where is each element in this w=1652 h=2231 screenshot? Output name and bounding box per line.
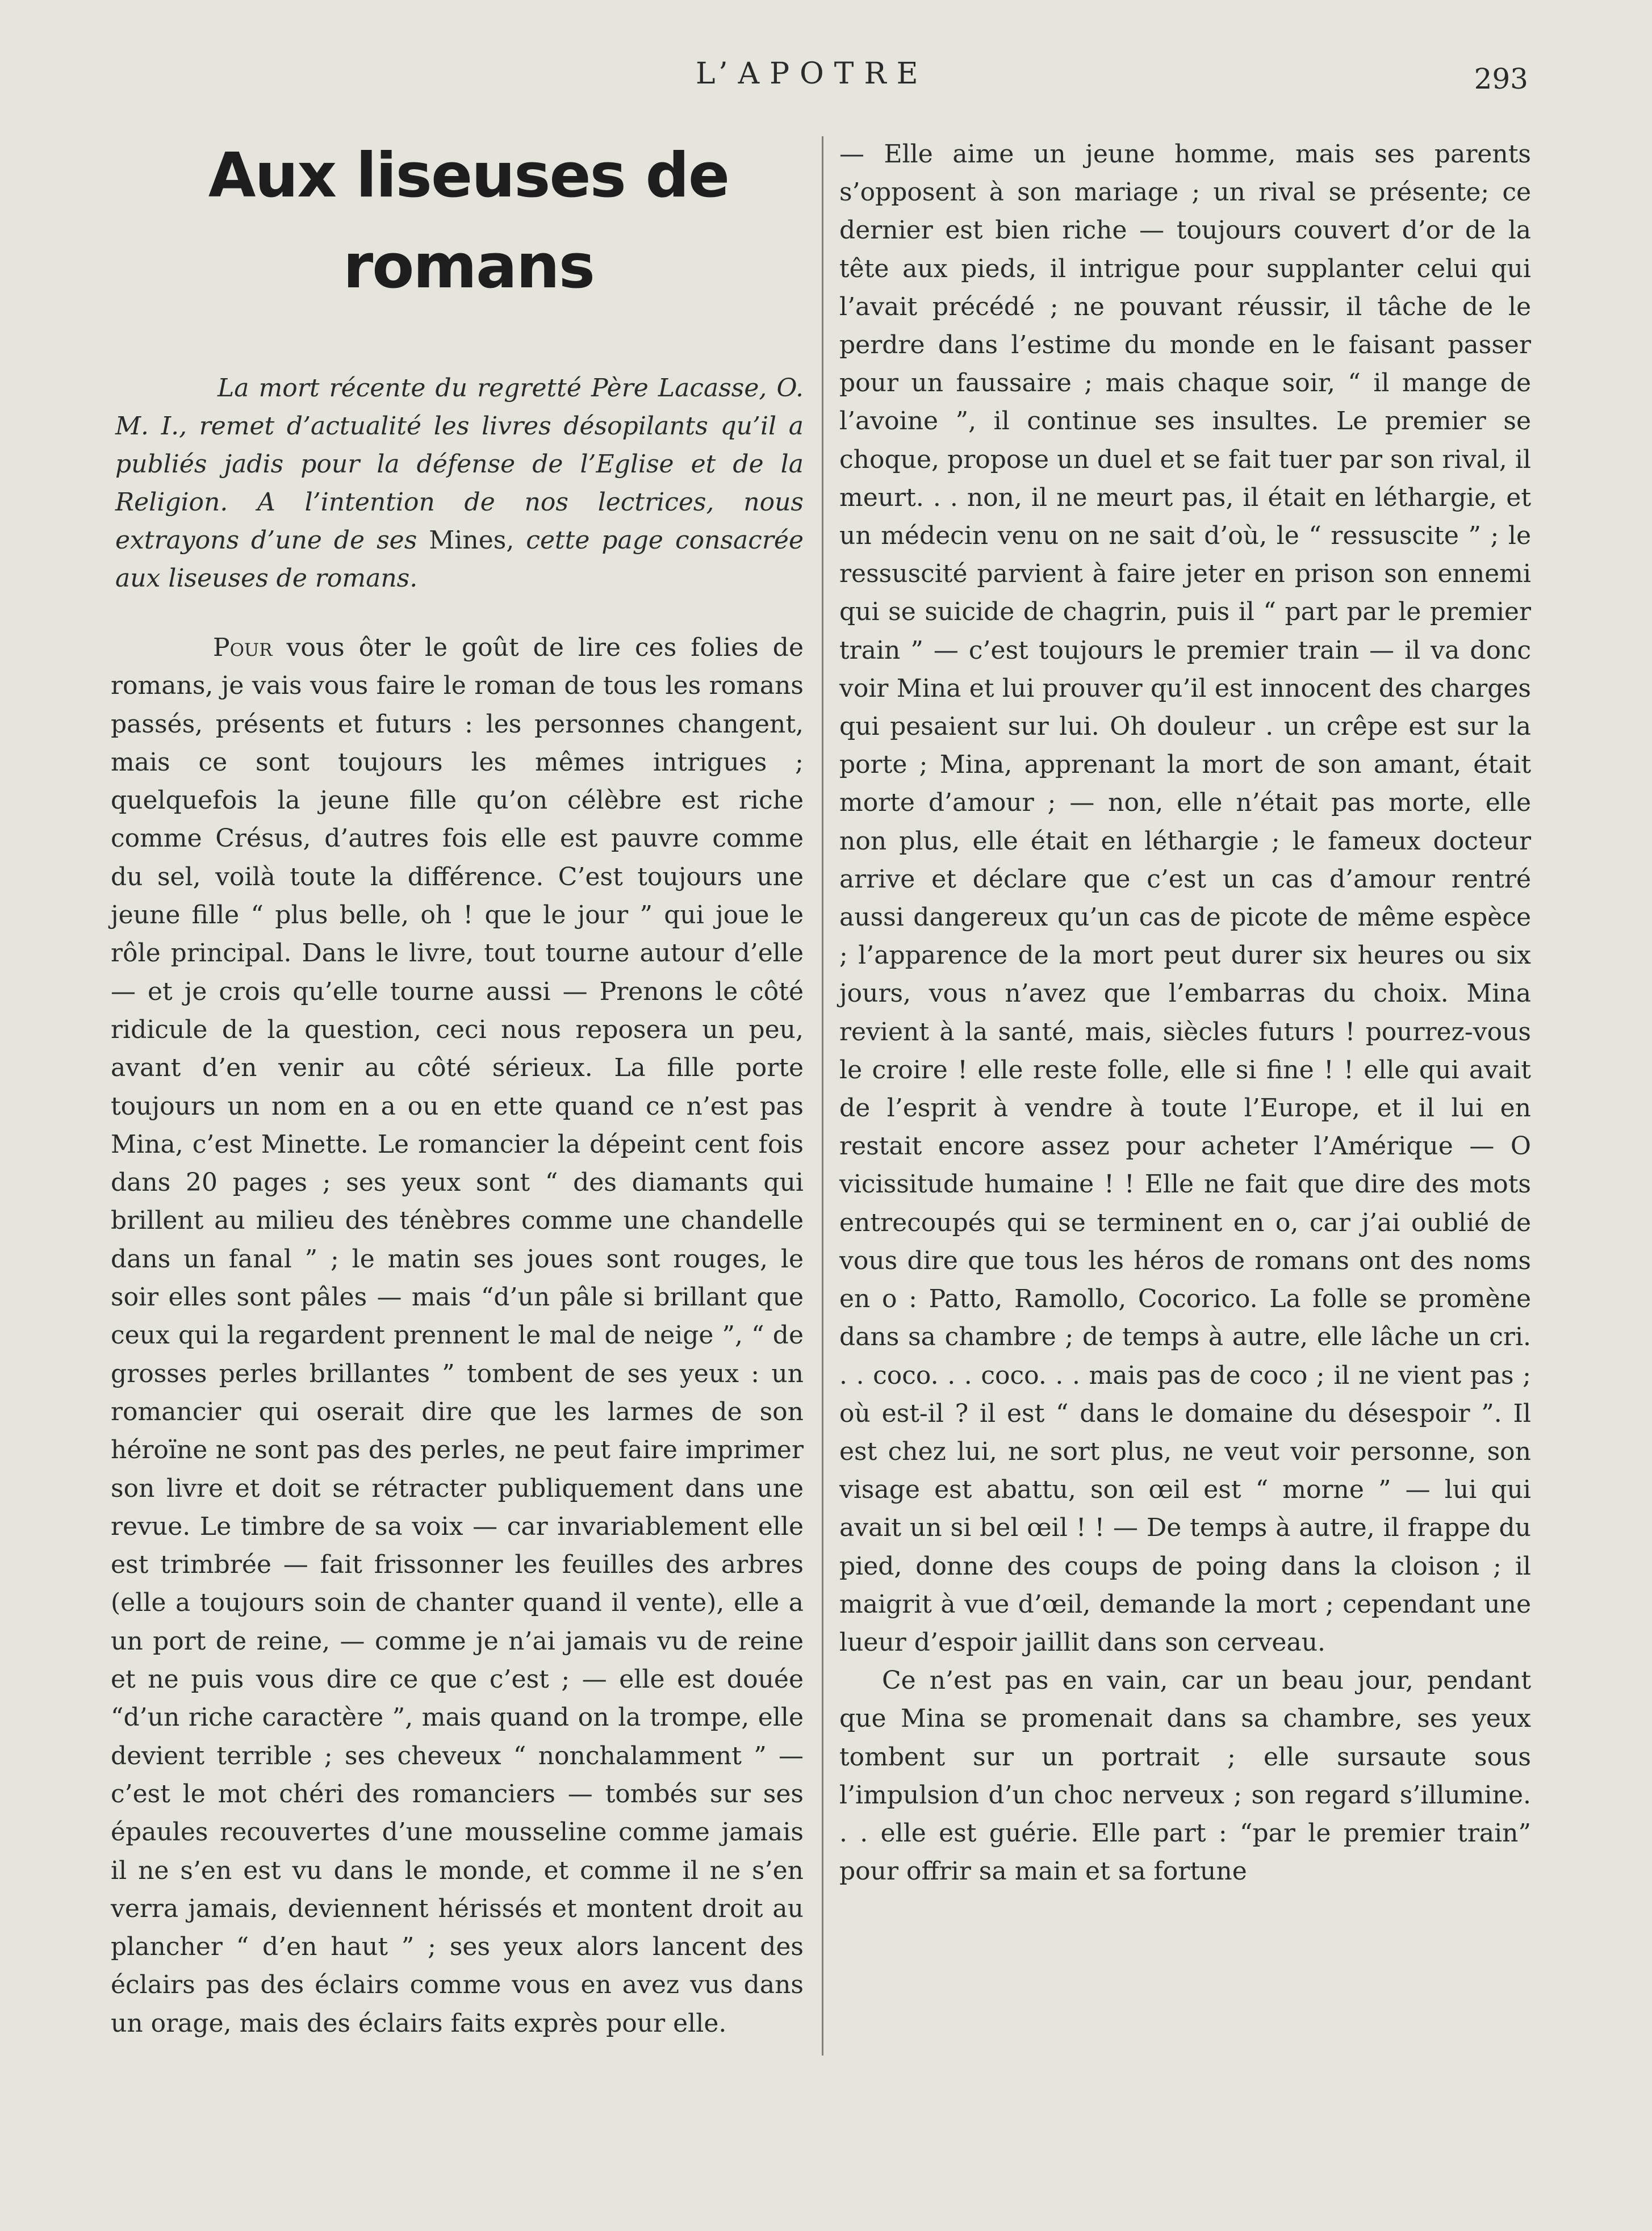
page-number: 293 [1474,62,1528,95]
body-paragraph-left [111,629,804,2042]
body-paragraph-right-2: Ce n’est pas en vain, car un beau jour, pendant que Mina se promenait dans sa chambre, ses yeux tombent sur un portrait ; elle sursaute sous l’impulsion d’un choc nerveux ; son regard s’illumine. . . elle est guérie. Elle part : “par le premier train” pour offrir sa main et sa fortune [839,1666,1531,1886]
running-head: L’APOTRE [696,57,929,91]
left-column [111,131,804,2042]
intro-text-1: La mort récente du regretté Père Lacasse, O. M. I., remet d’actualité les livres désopilants qu’il a publiés jadis pour la défense de l’Eglise et de la Religion. A l’intention de nos lectrices, nous extrayons d’une de ses [115,374,804,555]
body-paragraph-right-1: — Elle aime un jeune homme, mais ses parents s’opposent à son mariage ; un rival se présente; ce dernier est bien riche — toujours couvert d’or de la tête aux pieds, il intrigue pour supplanter celui qui l’avait précédé ; ne pouvant réussir, il tâche de le perdre dans l’estime du monde en le faisant passer pour un faussaire ; mais chaque soir, “ il mange de l’avoine ”, il continue ses insultes. Le premier se choque, propose un duel et se fait tuer par son rival, il meurt. . . non, il ne meurt pas, il était en léthargie, et un médecin venu on ne sait d’où, le “ ressuscite ” ; le ressuscité parvient à faire jeter en prison son ennemi qui se suicide de chagrin, puis il “ part par le premier train ” — c’est toujours le premier train — il va donc voir Mina et lui prouver qu’il est innocent des charges qui pesaient sur lui. Oh douleur . un crêpe est sur la porte ; Mina, apprenant la mort de son amant, était morte d’amour ; — non, elle n’était pas morte, elle non plus, elle était en léthargie ; le fameux docteur arrive et déclare que c’est un cas d’amour rentré aussi dangereux qu’un cas de picote de même espèce ; l’apparence de la mort peut durer six heures ou six jours, vous n’avez que l’embarras du choix. Mina revient à la santé, mais, siècles futurs ! pourrez-vous le croire ! elle reste folle, elle si fine ! ! elle qui avait de l’esprit à vendre à toute l’Europe, et il lui en restait encore assez pour acheter l’Amérique — O vicissitude humaine ! ! Elle ne fait que dire des mots entrecoupés qui se terminent en o, car j’ai oublié de vous dire que tous les héros de romans ont des noms en o : Patto, Ramollo, Cocorico. La folle se promène dans sa chambre ; de temps à autre, elle lâche un cri. . . coco. . . coco. . . mais pas de coco ; il ne vient pas ; où est-il ? il est “ dans le domaine du désespoir ”. Il est chez lui, ne sort plus, ne veut voir personne, son visage est abattu, son œil est “ morne ” — lui qui avait un si bel œil ! ! — De temps à autre, il frappe du pied, donne des coups de poing dans la cloison ; il maigrit à vue d’œil, demande la mort ; cependant une lueur d’espoir jaillit dans son cerveau. [839,140,1531,1657]
right-column [839,135,1531,1890]
article-intro [111,369,804,597]
paragraph-lead-word: Pour [213,633,273,662]
intro-text-2: cette page consacrée aux liseuses de romans. [115,526,804,593]
intro-mines: Mines, [429,526,515,555]
paragraph-text: vous ôter le goût de lire ces folies de romans, je vais vous faire le roman de tous les romans passés, présents et futurs : les personnes changent, mais ce sont toujours les mêmes intrigues ; quelquefois la jeune fille qu’on célèbre est riche comme Crésus, d’autres fois elle est pauvre comme du sel, voilà toute la différence. C’est toujours une jeune fille “ plus belle, oh ! que le jour ” qui joue le rôle principal. Dans le livre, tout tourne autour d’elle — et je crois qu’elle tourne aussi — Prenons le côté ridicule de la question, ceci nous reposera un peu, avant d’en venir au côté sérieux. La fille porte toujours un nom en a ou en ette quand ce n’est pas Mina, c’est Minette. Le romancier la dépeint cent fois dans 20 pages ; ses yeux sont “ des diamants qui brillent au milieu des ténèbres comme une chandelle dans un fanal ” ; le matin ses joues sont rouges, le soir elles sont pâles — mais “d’un pâle si brillant que ceux qui la regardent prennent le mal de neige ”, “ de grosses perles brillantes ” tombent de ses yeux : un romancier qui oserait dire que les larmes de son héroïne ne sont pas des perles, ne peut faire imprimer son livre et doit se rétracter publiquement dans une revue. Le timbre de sa voix — car invariablement elle est trimbrée — fait frissonner les feuilles des arbres (elle a toujours soin de chanter quand il vente), elle a un port de reine, — comme je n’ai jamais vu de reine et ne puis vous dire ce que c’est ; — elle est douée “d’un riche caractère ”, mais quand on la trompe, elle devient terrible ; ses cheveux “ nonchalamment ” — c’est le mot chéri des romanciers — tombés sur ses épaules recouvertes d’une mousseline comme jamais il ne s’en est vu dans le monde, et comme il ne s’en verra jamais, deviennent hérissés et montent droit au plancher “ d’en haut ” ; ses yeux alors lancent des éclairs pas des éclairs comme vous en avez vus dans un orage, mais des éclairs faits exprès pour elle. [111,633,804,2038]
article-title: Aux liseuses de romans [208,140,729,302]
column-divider [822,136,823,2056]
